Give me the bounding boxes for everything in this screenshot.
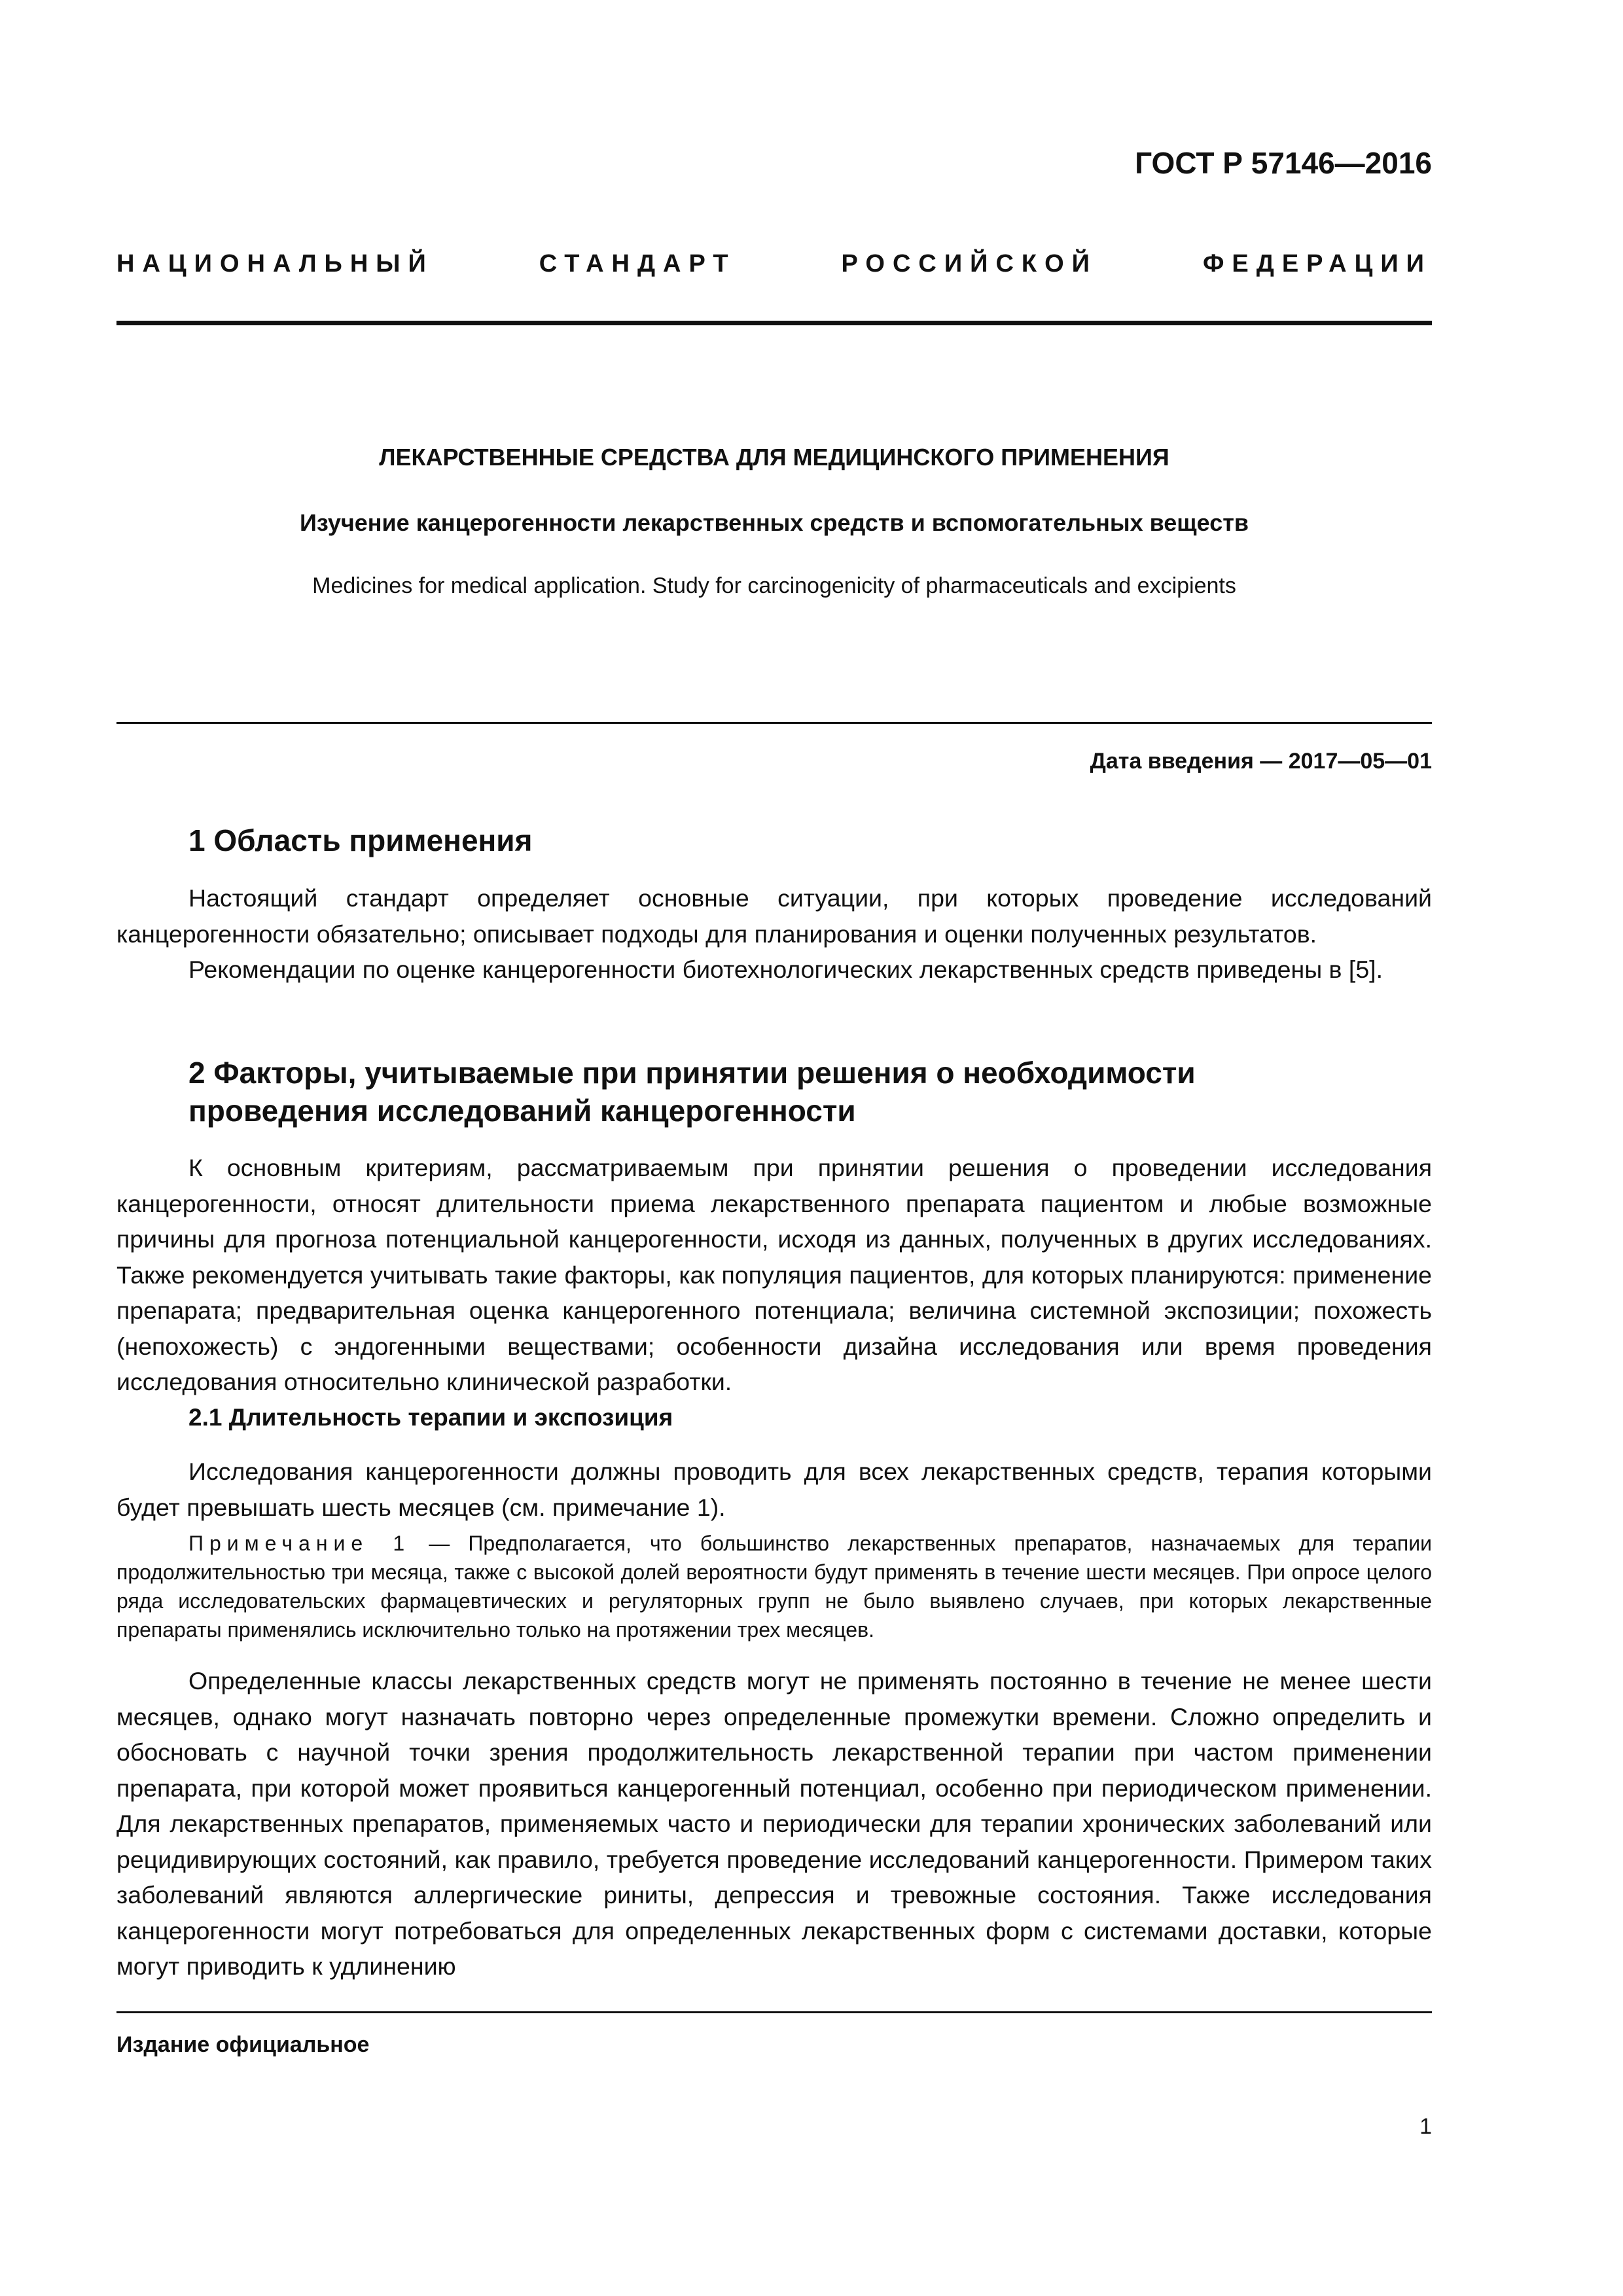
document-page: [116, 0, 1432, 2296]
footer-divider: [116, 2011, 1432, 2013]
section-2-heading-line-2: проведения исследований канцерогенности: [188, 1094, 856, 1128]
section-2-heading: [188, 1054, 1432, 1130]
section-2-1-heading: 2.1 Длительность терапии и экспозиция: [188, 1404, 673, 1431]
title-divider: [116, 722, 1432, 724]
note-1: [116, 1529, 1432, 1644]
header-divider: [116, 321, 1432, 325]
section-2-heading-line-1: 2 Факторы, учитываемые при принятии решения о необходимости: [188, 1056, 1196, 1090]
introduction-date: Дата введения — 2017—05—01: [1090, 749, 1432, 774]
national-standard-banner: НАЦИОНАЛЬНЫЙ СТАНДАРТ РОССИЙСКОЙ ФЕДЕРАЦИИ: [116, 250, 1432, 278]
section-1-paragraph-1: Настоящий стандарт определяет основные ситуации, при которых проведение исследований канцерогенности обязательно; описывает подходы для планирования и оценки полученных результатов.: [116, 884, 1432, 948]
document-title-english: Medicines for medical application. Study for carcinogenicity of pharmaceuticals and excipients: [312, 573, 1236, 598]
page-number: 1: [1419, 2114, 1432, 2139]
standard-id: ГОСТ Р 57146—2016: [1135, 146, 1432, 180]
section-1-heading: 1 Область применения: [188, 823, 533, 857]
official-edition-label: Издание официальное: [116, 2032, 370, 2057]
note-1-label: Примечание 1: [188, 1532, 411, 1555]
section-1-paragraph-2: Рекомендации по оценке канцерогенности биотехнологических лекарственных средств приведены в [5].: [188, 956, 1383, 983]
section-2-paragraph-1: К основным критериям, рассматриваемым при принятии решения о проведении исследования канцерогенности, относят длительности приема лекарственного препарата пациентом и любые возможные причины для прогноза потенциальной канцерогенности, исходя из данных, полученных в других исследованиях. Также рекомендуется учитывать такие факторы, как популяция пациентов, для которых планируются: применение препарата; предварительная оценка канцерогенного потенциала; величина системной экспозиции; похожесть (непохожесть) с эндогенными веществами; особенности дизайна исследования или время проведения исследования относительно клинической разработки.: [116, 1154, 1432, 1395]
note-1-text: — Предполагается, что большинство лекарственных препаратов, назначаемых для терапии продолжительностью три месяца, также с высокой долей вероятности будут применять в течение шести месяцев. При опросе целого ряда исследовательских фармацевтических и регуляторных групп не было выявлено случаев, при которых лекарственные препараты применялись исключительно только на протяжении трех месяцев.: [116, 1532, 1433, 1641]
section-2-1-paragraph-1: Исследования канцерогенности должны проводить для всех лекарственных средств, терапия которыми будет превышать шесть месяцев (см. примечание 1).: [116, 1458, 1432, 1521]
document-subtitle: Изучение канцерогенности лекарственных средств и вспомогательных веществ: [299, 509, 1249, 536]
section-2-1-paragraph-2: Определенные классы лекарственных средств могут не применять постоянно в течение не менее шести месяцев, однако могут назначать повторно через определенные промежутки времени. Сложно определить и обосновать с научной точки зрения продолжительность лекарственной терапии при частом применении препарата, при которой может проявиться канцерогенный потенциал, особенно при периодическом применении. Для лекарственных препаратов, применяемых часто и периодически для терапии хронических заболеваний или рецидивирующих состояний, как правило, требуется проведение исследований канцерогенности. Примером таких заболеваний являются аллергические риниты, депрессия и тревожные состояния. Также исследования канцерогенности могут потребоваться для определенных лекарственных форм с системами доставки, которые могут приводить к удлинению: [116, 1667, 1432, 1980]
document-title: ЛЕКАРСТВЕННЫЕ СРЕДСТВА ДЛЯ МЕДИЦИНСКОГО ПРИМЕНЕНИЯ: [379, 444, 1169, 471]
